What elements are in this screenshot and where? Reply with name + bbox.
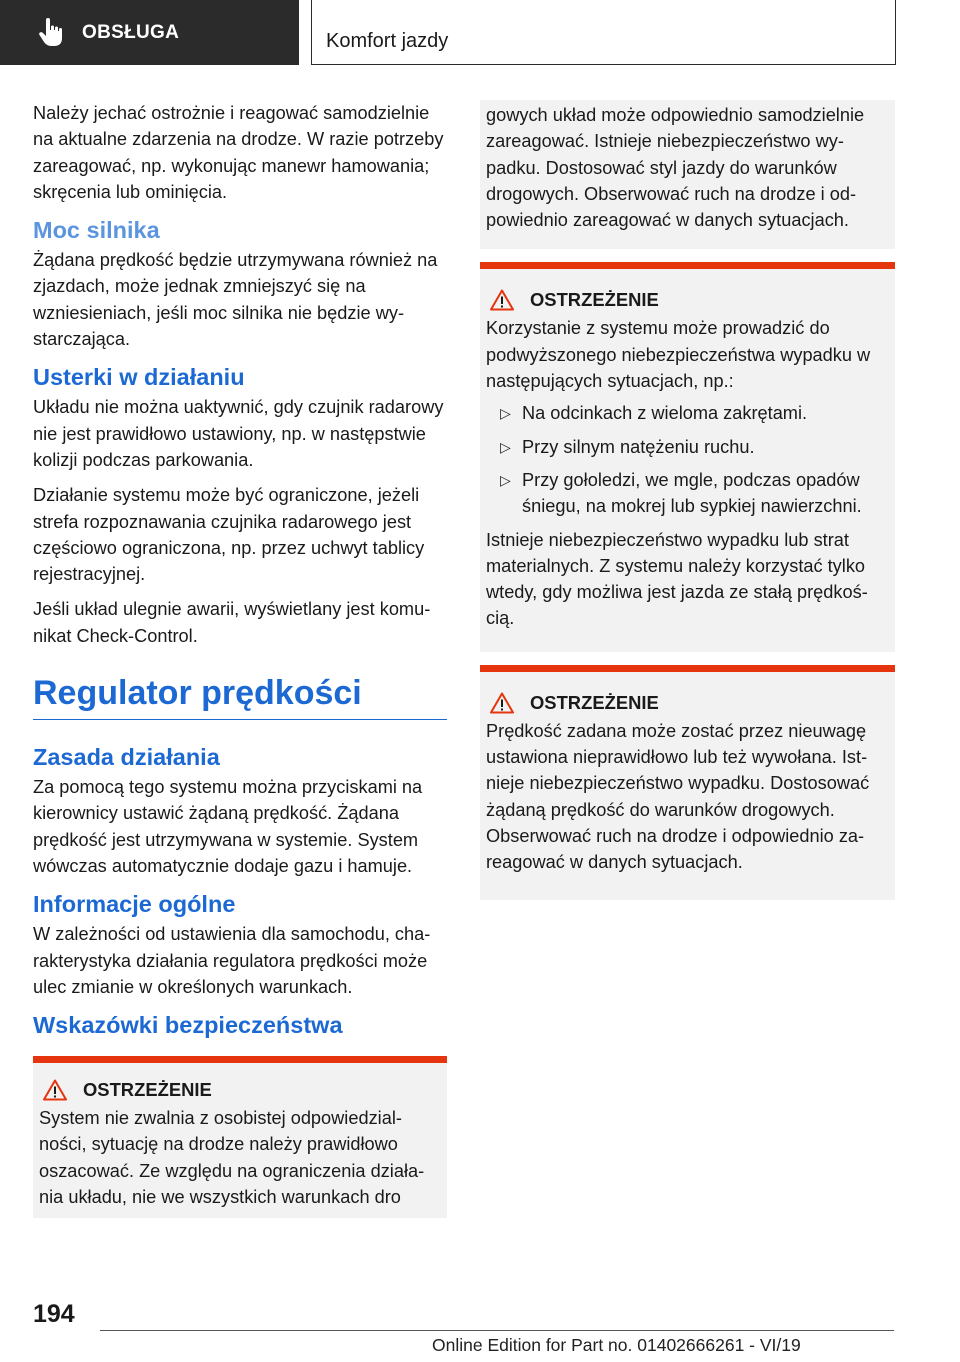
informacje-paragraph: W zależności od ustawienia dla samochodu, charakterystyka działania regulatora prędkości może ulec zmianie w określonych warunkach. [33,924,431,997]
intro-paragraph: Należy jechać ostrożnie i reagować samodzielnie na aktualne zdarzenia na drodze. W razie potrzeby zareagować, np. wykonując manewr hamowania; skręcenia lub ominięcia. [33,103,444,202]
warning-2-list [486,400,889,519]
footer-divider [100,1330,894,1331]
right-column [480,100,895,900]
edition-label: Online Edition for Part no. 01402666261 - VI/19 [432,1335,801,1355]
warning-2-outro: Istnieje niebezpieczeństwo wypadku lub strat materialnych. Z systemu należy korzystać tylko wtedy, gdy możliwa jest jazda ze stałą prędkością. [486,529,868,629]
heading-zasada: Zasada działania [33,744,220,771]
warning-header-2 [486,289,889,311]
list-item: ▷ Przy silnym natężeniu ruchu. [486,434,889,460]
list-item: ▷ Przy gołoledzi, we mgle, podczas opadów śniegu, na mokrej lub sypkiej nawierzchni. [486,467,889,520]
zasada-paragraph: Za pomocą tego systemu można przyciskami na kierownicy ustawić żądaną prędkość. Żądana prędkość jest utrzymywana w systemie. System wówczas automatycznie dodaje gazu i hamuje. [33,777,423,876]
warning-continued-text: gowych układ może odpowiednio samodzielnie zareagować. Istnieje niebezpieczeństwo wypadku. Dostosować styl jazdy do warunków drogowych. Obserwować ruch na drodze i odpowiednio zareagować w danych sytuacjach. [486,105,865,231]
section-title: OBSŁUGA [82,21,180,43]
usterki-paragraph-1: Układu nie można uaktywnić, gdy czujnik radarowy nie jest prawidłowo ustawiony, np. w następstwie kolizji podczas parkowania. [33,397,444,470]
warning-box-3 [480,665,895,900]
hand-pointer-icon [38,18,64,48]
page-number: 194 [33,1300,75,1328]
heading-informacje: Informacje ogólne [33,891,236,918]
heading-usterki: Usterki w działaniu [33,364,245,391]
heading-wskazowki: Wskazówki bezpieczeństwa [33,1012,343,1039]
triangle-bullet-icon: ▷ [500,471,511,488]
warning-box-2 [480,262,895,651]
warning-triangle-icon [43,1079,67,1101]
moc-paragraph: Żądana prędkość będzie utrzymywana również na zjazdach, może jednak zmniejszyć się na wzniesieniach, jeśli moc silnika nie będzie wystarczająca. [33,250,438,350]
heading-moc-silnika: Moc silnika [33,217,160,244]
heading-regulator: Regulator prędkości [33,671,447,720]
usterki-paragraph-3: Jeśli układ ulegnie awarii, wyświetlany jest komunikat Check-Control. [33,599,431,646]
chapter-header [311,0,896,65]
list-item: ▷ Na odcinkach z wieloma zakrętami. [486,400,889,426]
warning-2-intro: Korzystanie z systemu może prowadzić do podwyższonego niebezpieczeństwa wypadku w następujących sytuacjach, np.: [486,318,871,392]
chapter-title: Komfort jazdy [326,30,449,52]
warning-header-3 [486,692,889,714]
left-column [33,100,447,1218]
warning-triangle-icon [490,692,514,714]
warning-title-3: OSTRZEŻENIE [530,691,659,713]
warning-triangle-icon [490,289,514,311]
warning-header [39,1079,441,1101]
warning-title-2: OSTRZEŻENIE [530,289,659,311]
usterki-paragraph-2: Działanie systemu może być ograniczone, jeżeli strefa rozpoznawania czujnika radarowego jest częściowo ograniczona, np. przez uchwyt tablicy rejestracyjnej. [33,485,425,585]
warning-title: OSTRZEŻENIE [83,1079,212,1101]
warning-3-text: Prędkość zadana może zostać przez nieuwagę ustawiona nieprawidłowo lub też wywołana. Istnieje niebezpieczeństwo wypadku. Dostosować żądaną prędkość do warunków drogowych. Obserwować ruch na drodze i odpowiednio zareagować w danych sytuacjach. [486,720,870,873]
warning-box-continued [480,100,895,249]
warning-text: System nie zwalnia z osobistej odpowiedzialności, sytuację na drodze należy prawidłowo oszacować. Ze względu na ograniczenia działania układu, nie we wszystkich warunkach dro [39,1108,425,1208]
warning-box [33,1056,447,1218]
triangle-bullet-icon: ▷ [500,405,511,422]
triangle-bullet-icon: ▷ [500,438,511,455]
section-tab [0,0,299,65]
